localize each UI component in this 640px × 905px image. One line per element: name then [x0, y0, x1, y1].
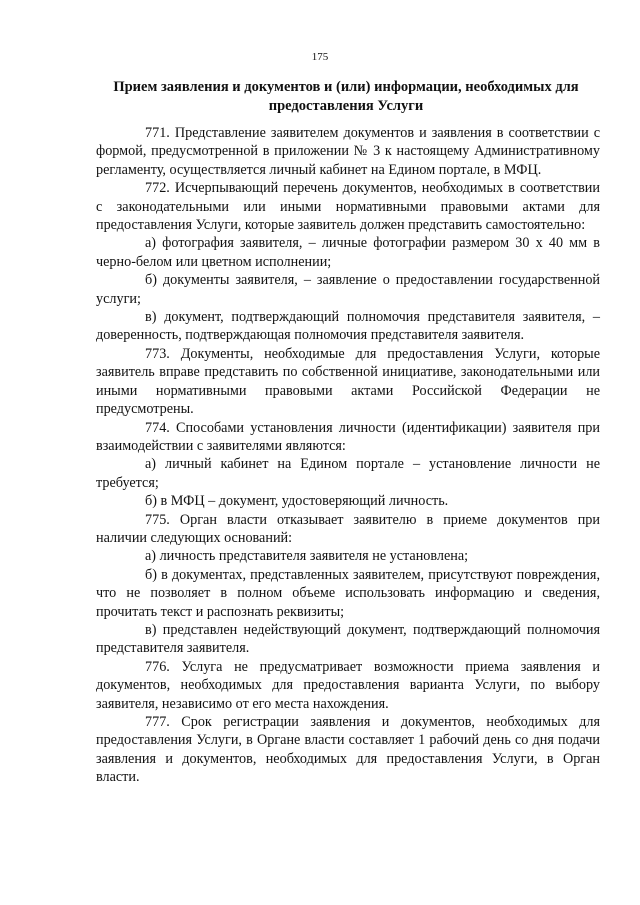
- paragraph-776: 776. Услуга не предусматривает возможности приема заявления и документов, необходимых для предоставления варианта Услуги, по выбору заявителя, независимо от его места нахождения.: [96, 658, 600, 712]
- paragraph-772-c: в) документ, подтверждающий полномочия представителя заявителя, – доверенность, подтверждающая полномочия представителя заявителя.: [96, 309, 600, 344]
- paragraph-774-b: б) в МФЦ – документ, удостоверяющий личность.: [145, 493, 449, 510]
- paragraph-775-b: б) в документах, представленных заявителем, присутствуют повреждения, что не позволяет в полном объеме использовать информацию и сведения, прочитать текст и распознать реквизиты;: [96, 566, 600, 620]
- page-number: 175: [311, 51, 329, 63]
- paragraph-775-c: в) представлен недействующий документ, подтверждающий полномочия представителя заявителя.: [96, 621, 600, 657]
- paragraph-772: 772. Исчерпывающий перечень документов, необходимых в соответствии с законодательными или иными нормативными правовыми актами для предоставления Услуги, которые заявитель должен представить самостоятельно:: [96, 180, 600, 234]
- paragraph-775: 775. Орган власти отказывает заявителю в приеме документов при наличии следующих оснований:: [96, 511, 600, 546]
- paragraph-774-a: а) личный кабинет на Едином портале – установление личности не требуется;: [96, 456, 600, 491]
- paragraph-772-b: б) документы заявителя, – заявление о предоставлении государственной услуги;: [96, 272, 600, 307]
- paragraph-772-a: а) фотография заявителя, – личные фотографии размером 30 х 40 мм в черно-белом или цветном исполнении;: [96, 235, 600, 270]
- document-body: [96, 124, 600, 787]
- paragraph-771: 771. Представление заявителем документов и заявления в соответствии с формой, предусмотренной в приложении № 3 к настоящему Административному регламенту, осуществляется личный кабинет на Едином портале, в МФЦ.: [96, 125, 600, 178]
- paragraph-773: 773. Документы, необходимые для предоставления Услуги, которые заявитель вправе представить по собственной инициативе, законодательными или иными нормативными правовыми актами Российской Федерации не предусмотрены.: [96, 345, 600, 418]
- paragraph-775-a: а) личность представителя заявителя не установлена;: [145, 548, 469, 565]
- paragraph-777: 777. Срок регистрации заявления и документов, необходимых для предоставления Услуги, в Органе власти составляет 1 рабочий день со дня подачи заявления и документов, необходимых для предоставления Услуги, в Орган власти.: [96, 714, 600, 786]
- section-title: Прием заявления и документов и (или) информации, необходимых для предоставления Услуги: [113, 79, 579, 114]
- paragraph-774: 774. Способами установления личности (идентификации) заявителя при взаимодействии с заявителями являются:: [96, 419, 600, 454]
